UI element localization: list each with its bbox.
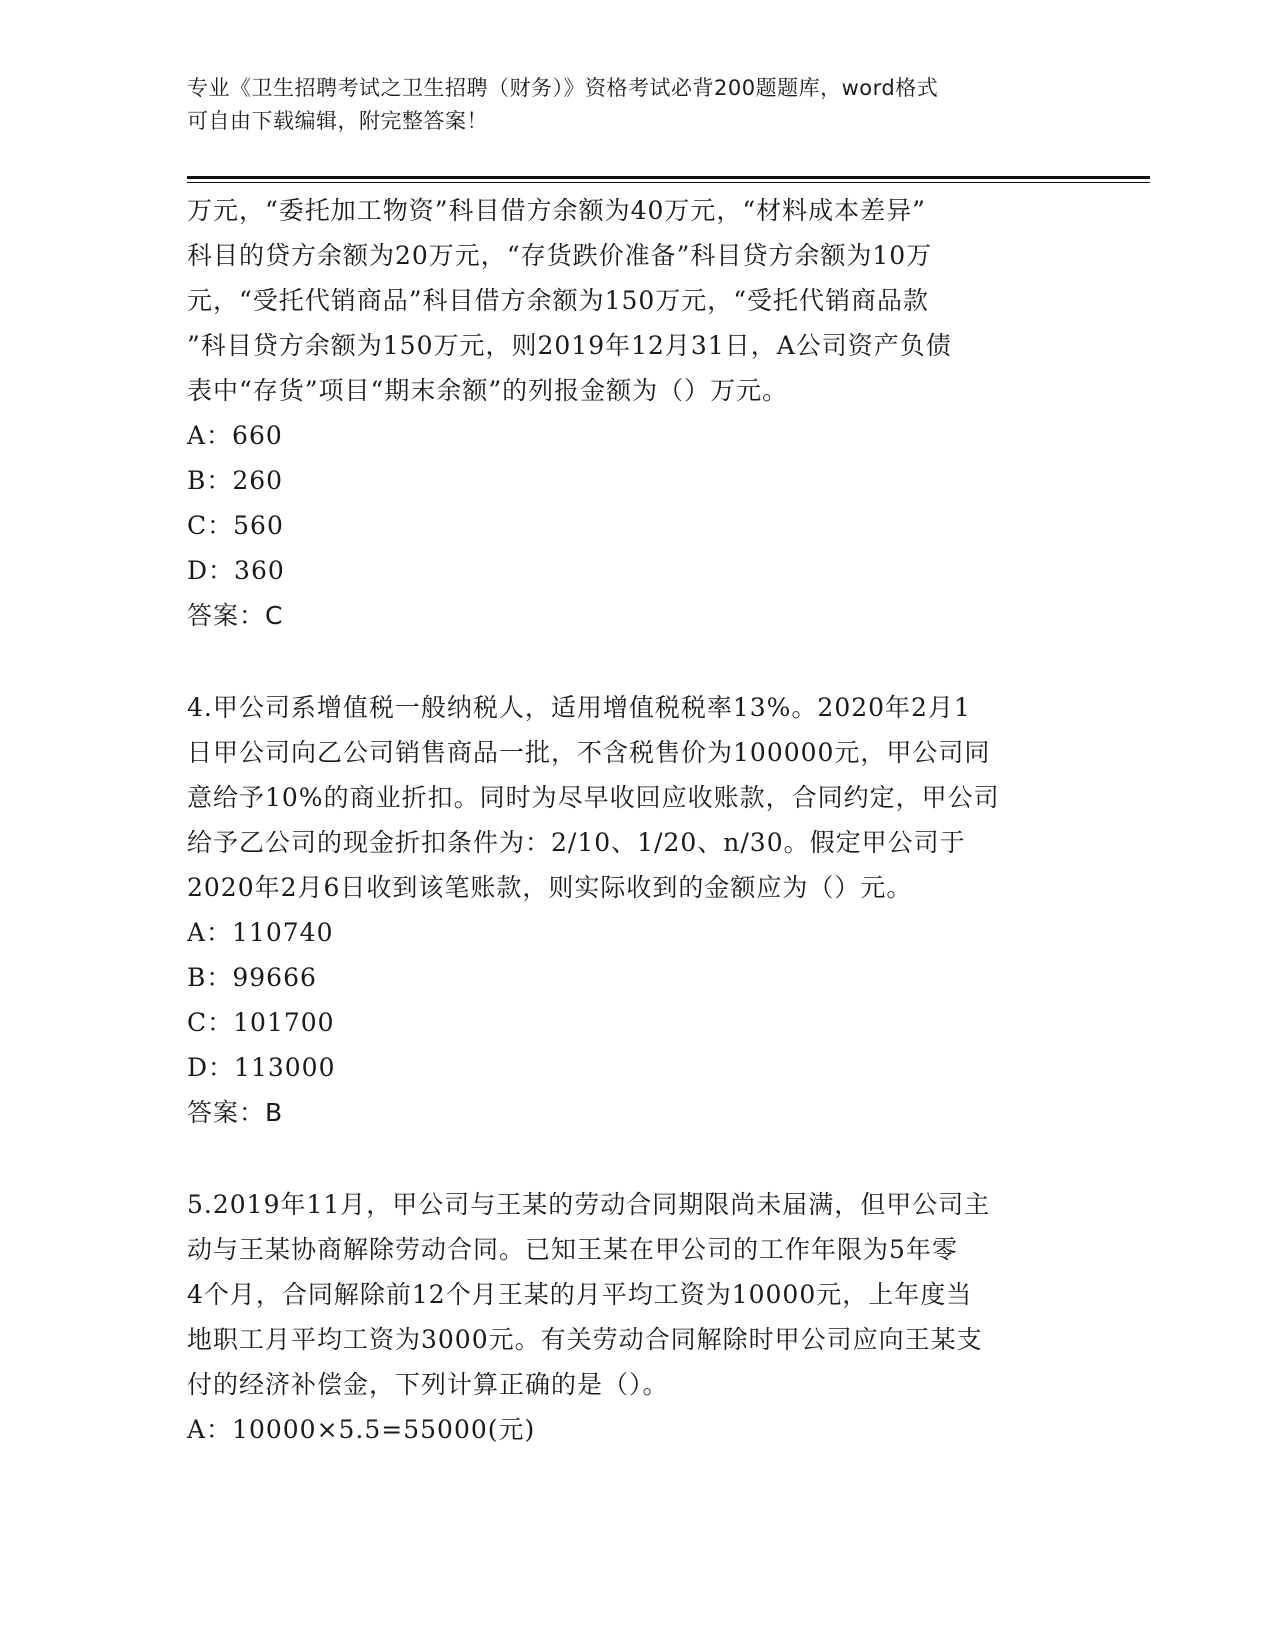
document-body [187, 188, 1087, 1452]
option-b: B：260 [187, 466, 284, 495]
question-3 [187, 188, 1087, 639]
question-text-line: 5.2019年11月，甲公司与王某的劳动合同期限尚未届满，但甲公司主 [187, 1190, 991, 1219]
header-divider-thin [187, 182, 1150, 183]
option-c: C：560 [187, 511, 284, 540]
question-text-line: 付的经济补偿金，下列计算正确的是（）。 [187, 1370, 669, 1399]
answer: 答案：C [187, 601, 284, 630]
question-text-line: 日甲公司向乙公司销售商品一批，不含税售价为100000元，甲公司同 [187, 738, 991, 767]
question-text-line: 表中“存货”项目“期末余额”的列报金额为（）万元。 [187, 376, 789, 405]
question-text-line: 元，“受托代销商品”科目借方余额为150万元，“受托代销商品款 [187, 286, 930, 315]
question-text-line: 2020年2月6日收到该笔账款，则实际收到的金额应为（）元。 [187, 873, 913, 902]
question-text-line: ”科目贷方余额为150万元，则2019年12月31日，A公司资产负债 [187, 331, 952, 360]
question-text-line: 意给予10%的商业折扣。同时为尽早收回应收账款，合同约定，甲公司 [187, 783, 1000, 812]
question-text-line: 科目的贷方余额为20万元，“存货跌价准备”科目贷方余额为10万 [187, 241, 933, 270]
question-text-line: 万元，“委托加工物资”科目借方余额为40万元，“材料成本差异” [187, 196, 926, 225]
question-4 [187, 685, 1087, 1136]
question-text-line: 4个月，合同解除前12个月王某的月平均工资为10000元，上年度当 [187, 1280, 973, 1309]
option-c: C：101700 [187, 1008, 335, 1037]
question-text-line: 动与王某协商解除劳动合同。已知王某在甲公司的工作年限为5年零 [187, 1235, 958, 1264]
option-d: D：360 [187, 556, 285, 585]
header-divider-thick [187, 176, 1150, 179]
question-text-line: 地职工月平均工资为3000元。有关劳动合同解除时甲公司应向王某支 [187, 1325, 983, 1354]
option-a: A：10000×5.5=55000(元) [187, 1415, 536, 1444]
option-a: A：660 [187, 421, 283, 450]
option-d: D：113000 [187, 1053, 336, 1082]
question-5 [187, 1182, 1087, 1452]
header-line-2: 可自由下载编辑，附完整答案！ [187, 109, 488, 133]
document-header [187, 72, 1067, 138]
header-line-1: 专业《卫生招聘考试之卫生招聘（财务）》资格考试必背200题题库，word格式 [187, 76, 939, 100]
option-a: A：110740 [187, 918, 334, 947]
option-b: B：99666 [187, 963, 317, 992]
answer: 答案：B [187, 1098, 284, 1127]
question-text-line: 4.甲公司系增值税一般纳税人，适用增值税税率13%。2020年2月1 [187, 693, 971, 722]
question-text-line: 给予乙公司的现金折扣条件为：2/10、1/20、n/30。假定甲公司于 [187, 828, 966, 857]
